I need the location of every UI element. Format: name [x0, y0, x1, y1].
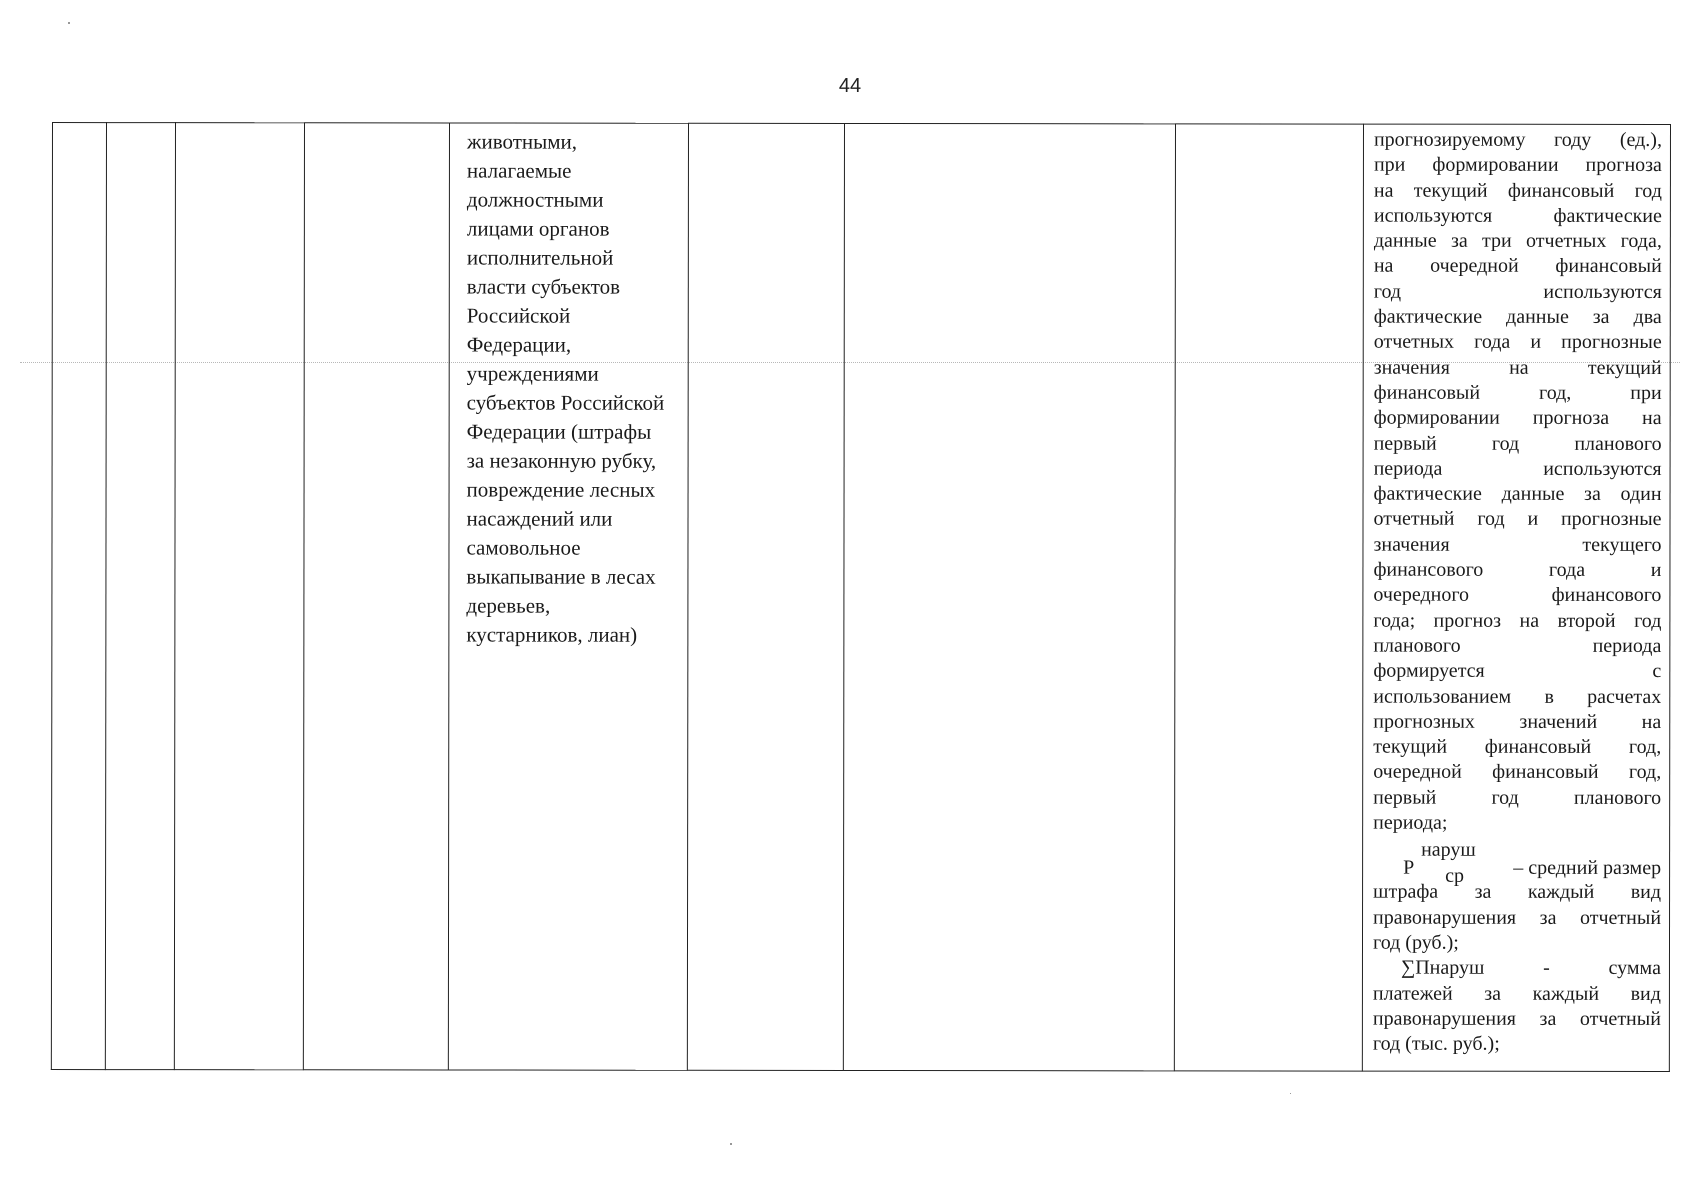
- document-table: [51, 122, 1671, 1072]
- text-line: очередной финансовый год,: [1373, 761, 1662, 784]
- text-line: периода используются: [1373, 457, 1662, 480]
- text-line: должностными: [466, 187, 604, 212]
- scan-speck: [1290, 1093, 1291, 1094]
- formula-symbol: Р: [1403, 856, 1415, 879]
- scan-speck: [730, 1143, 732, 1145]
- table-cell-method-description: [1362, 124, 1670, 1071]
- text-line: за незаконную рубку,: [466, 448, 657, 473]
- text-line: лицами органов: [466, 216, 610, 241]
- formula-average-fine: [1373, 836, 1662, 888]
- formula-sum-term: [1401, 956, 1484, 981]
- text-line: отчетных года и прогнозные: [1373, 330, 1662, 354]
- formula-description: – средний размер: [1513, 857, 1662, 880]
- scan-speck: [68, 22, 70, 24]
- text-line: значения текущего: [1373, 533, 1662, 556]
- table-row: [51, 123, 1670, 1072]
- table-cell-empty: [105, 123, 175, 1070]
- formula-dash: -: [1543, 957, 1550, 980]
- method-text-line: год (руб.);: [1372, 931, 1459, 954]
- text-line: на очередной финансовый: [1373, 255, 1662, 278]
- text-line: формировании прогноза на: [1373, 406, 1662, 430]
- text-line: значения на текущий: [1373, 356, 1662, 379]
- income-description-text: [466, 128, 682, 650]
- text-line: использованием в расчетах: [1373, 685, 1662, 708]
- formula-superscript: наруш: [1421, 838, 1476, 862]
- table-cell-empty: [51, 123, 106, 1070]
- text-line: текущий финансовый год,: [1373, 735, 1662, 759]
- text-line: отчетный год и прогнозные: [1373, 508, 1662, 531]
- text-line: очередного финансового: [1373, 583, 1662, 607]
- table-cell-empty: [687, 123, 844, 1070]
- text-line: исполнительной: [466, 245, 614, 270]
- formula-subscript: ср: [1445, 865, 1464, 888]
- text-line: прогнозируемому году (ед.),: [1373, 128, 1662, 151]
- text-line: на текущий финансовый год: [1373, 179, 1662, 202]
- table-cell-empty: [174, 123, 304, 1070]
- text-line: налагаемые: [466, 158, 572, 183]
- text-line: Российской: [466, 303, 571, 328]
- sum-variable: Пнаруш: [1415, 956, 1485, 979]
- page-number: 44: [838, 75, 862, 97]
- text-line: власти субъектов: [466, 274, 621, 299]
- text-line: первый год планового: [1373, 432, 1662, 455]
- text-line: правонарушения за отчетный: [1372, 1007, 1661, 1030]
- text-line: учреждениями: [466, 361, 599, 386]
- text-line: выкапывание в лесах: [466, 564, 656, 589]
- text-line: платежей за каждый вид: [1372, 982, 1661, 1005]
- text-line: самовольное: [466, 535, 581, 560]
- text-line: при формировании прогноза: [1373, 153, 1662, 177]
- text-line: формируется с: [1373, 659, 1662, 683]
- text-line: первый год планового: [1373, 786, 1662, 809]
- text-line: данные за три отчетных года,: [1373, 229, 1662, 253]
- text-line: насаждений или: [466, 506, 613, 531]
- text-line: финансового года и: [1373, 558, 1662, 582]
- text-line: штрафа за каждый вид: [1373, 880, 1662, 904]
- text-line: кустарников, лиан): [466, 622, 638, 647]
- text-line: фактические данные за два: [1373, 305, 1662, 329]
- method-text-block: [1373, 981, 1661, 1032]
- text-line: Федерации (штрафы: [466, 419, 652, 444]
- text-line: используются фактические: [1373, 204, 1662, 227]
- sum-symbol: ∑: [1400, 956, 1416, 979]
- table-cell-empty: [843, 123, 1175, 1070]
- text-line: прогнозных значений на: [1373, 710, 1662, 733]
- method-text-line: год (тыс. руб.);: [1372, 1032, 1500, 1055]
- method-text-line: периода;: [1373, 811, 1448, 834]
- text-line: планового периода: [1373, 634, 1662, 657]
- text-line: финансовый год, при: [1373, 381, 1662, 404]
- text-line: Федерации,: [466, 332, 572, 357]
- text-line: фактические данные за один: [1373, 482, 1662, 506]
- text-line: животными,: [466, 129, 578, 154]
- table-cell-income-description: [448, 123, 688, 1070]
- text-line: субъектов Российской: [466, 390, 665, 415]
- text-line: год используются: [1373, 280, 1662, 303]
- method-text-block: [1373, 880, 1661, 931]
- table-cell-empty: [1174, 124, 1363, 1071]
- text-line: года; прогноз на второй год: [1373, 609, 1662, 632]
- text-line: деревьев,: [466, 593, 551, 618]
- text-line: правонарушения за отчетный: [1373, 906, 1662, 929]
- text-line: повреждение лесных: [466, 477, 656, 502]
- table-cell-empty: [303, 123, 449, 1070]
- formula-word: сумма: [1608, 957, 1661, 980]
- method-text-block: [1373, 128, 1662, 811]
- formula-sum-payments: [1373, 956, 1661, 982]
